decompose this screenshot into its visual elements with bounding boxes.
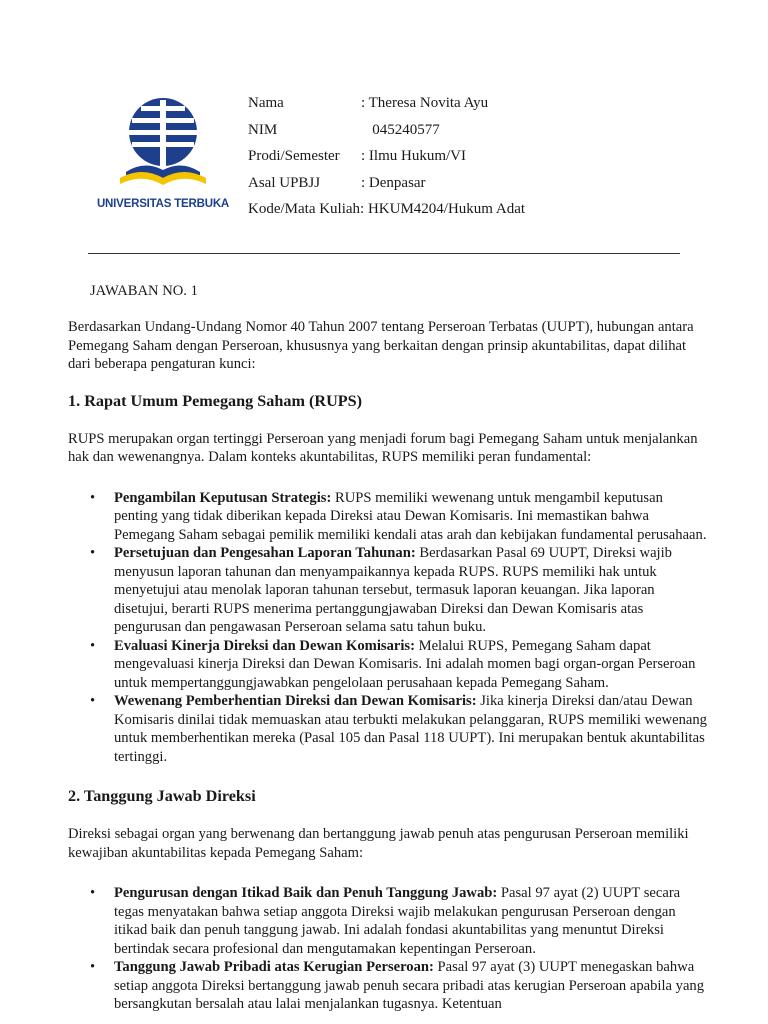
- section-intro: Direksi sebagai organ yang berwenang dan bertanggung jawab penuh atas pengurusan Perseroan memiliki kewajiban akuntabilitas kepada Pemegang Saham:: [68, 826, 689, 861]
- item-text: Berdasarkan Pasal 69 UUPT, Direksi wajib menyusun laporan tahunan dan menyampaikannya kepada RUPS. RUPS memiliki hak untuk menyetujui atau menolak laporan tahunan tersebut, termasuk laporan keuangan. Jika laporan disetujui, berarti RUPS menerima pertanggungjawaban Direksi dan Dewan Komisaris atas pengurusan dan pengawasan Perseroan selama satu tahun buku.: [114, 545, 672, 635]
- list-item: [90, 637, 708, 693]
- section-heading: 1. Rapat Umum Pemegang Saham (RUPS): [68, 391, 363, 410]
- list-item: [90, 958, 708, 1014]
- item-text: RUPS memiliki wewenang untuk mengambil keputusan penting yang tidak diberikan kepada Direksi atau Dewan Komisaris. Ini memastikan bahwa Pemegang Saham sebagai pemilik memiliki kendali atas arah dan kebijakan fundamental perusahaan.: [114, 489, 707, 543]
- bullet-icon: •: [90, 693, 96, 709]
- identity-value: : Theresa Novita Ayu: [361, 95, 489, 111]
- identity-row-name: [248, 90, 525, 117]
- item-title: Evaluasi Kinerja Direksi dan Dewan Komisaris:: [114, 637, 415, 654]
- identity-course: Kode/Mata Kuliah: HKUM4204/Hukum Adat: [248, 201, 526, 217]
- document-body: [68, 282, 708, 1014]
- item-title: Pengurusan dengan Itikad Baik dan Penuh Tanggung Jawab:: [114, 885, 498, 901]
- item-title: Tanggung Jawab Pribadi atas Kerugian Perseroan:: [114, 959, 434, 975]
- section-intro: RUPS merupakan organ tertinggi Perseroan yang menjadi forum bagi Pemegang Saham untuk menjalankan hak dan wewenangnya. Dalam konteks akuntabilitas, RUPS memiliki peran fundamental:: [68, 430, 698, 465]
- bullet-icon: •: [90, 637, 96, 654]
- bullet-icon: •: [90, 959, 96, 975]
- logo-text: UNIVERSITAS TERBUKA: [96, 198, 230, 210]
- item-text: Melalui RUPS, Pemegang Saham dapat mengevaluasi kinerja Direksi dan Dewan Komisaris. Ini adalah momen bagi organ-organ Perseroan untuk mempertanggungjawabkan pengelolaan perusahaan kepada Pemegang Saham.: [114, 637, 696, 691]
- identity-row-upbjj: [248, 170, 525, 197]
- logo-emblem-icon: [96, 94, 230, 194]
- bullet-icon: •: [90, 885, 96, 901]
- identity-row-course: [248, 196, 525, 223]
- list-item: [90, 884, 708, 958]
- identity-label: NIM: [248, 121, 278, 138]
- item-title: Persetujuan dan Pengesahan Laporan Tahunan:: [114, 545, 416, 561]
- item-title: Wewenang Pemberhentian Direksi dan Dewan Komisaris:: [114, 693, 477, 709]
- bullet-list: [68, 884, 708, 1014]
- bullet-icon: •: [90, 489, 96, 506]
- answer-title: JAWABAN NO. 1: [90, 283, 198, 299]
- identity-label: Prodi/Semester: [248, 148, 340, 164]
- identity-value: : Denpasar: [361, 174, 426, 191]
- item-text: Jika kinerja Direksi dan/atau Dewan Komisaris dinilai tidak memuaskan atau terbukti melakukan pelanggaran, RUPS memiliki wewenang untuk memberhentikan mereka (Pasal 105 dan Pasal 118 UUPT). Ini merupakan bentuk akuntabilitas tertinggi.: [114, 693, 707, 765]
- identity-label: Nama: [248, 95, 284, 111]
- student-identity: [248, 90, 525, 223]
- identity-value: 045240577: [361, 121, 440, 138]
- identity-value: : Ilmu Hukum/VI: [361, 148, 466, 164]
- item-text: Pasal 97 ayat (2) UUPT secara tegas menyatakan bahwa setiap anggota Direksi wajib melakukan pengurusan Perseroan dengan itikad baik dan penuh tanggung jawab. Ini adalah fondasi akuntabilitas yang menuntut Direksi bertindak secara profesional dan mengutamakan kepentingan Perseroan.: [114, 885, 681, 957]
- identity-row-nim: [248, 117, 525, 144]
- bullet-list: [68, 489, 708, 767]
- item-title: Pengambilan Keputusan Strategis:: [114, 489, 332, 506]
- identity-label: Asal UPBJJ: [248, 174, 321, 191]
- section-heading: 2. Tanggung Jawab Direksi: [68, 787, 256, 805]
- list-item: [90, 489, 708, 545]
- university-logo: [96, 94, 230, 218]
- header-divider: [88, 253, 680, 254]
- identity-row-prodi: [248, 143, 525, 170]
- item-text: Pasal 97 ayat (3) UUPT menegaskan bahwa setiap anggota Direksi bertanggung jawab penuh secara pribadi atas kerugian Perseroan apabila yang bersangkutan bersalah atau lalai menjalankan tugasnya. Ketentuan: [114, 959, 705, 1012]
- intro-paragraph: Berdasarkan Undang-Undang Nomor 40 Tahun 2007 tentang Perseroan Terbatas (UUPT), hubungan antara Pemegang Saham dengan Perseroan, khususnya yang berkaitan dengan prinsip akuntabilitas, dapat dilihat dari beberapa pengaturan kunci:: [68, 319, 694, 372]
- list-item: [90, 544, 708, 637]
- list-item: [90, 692, 708, 766]
- bullet-icon: •: [90, 545, 96, 561]
